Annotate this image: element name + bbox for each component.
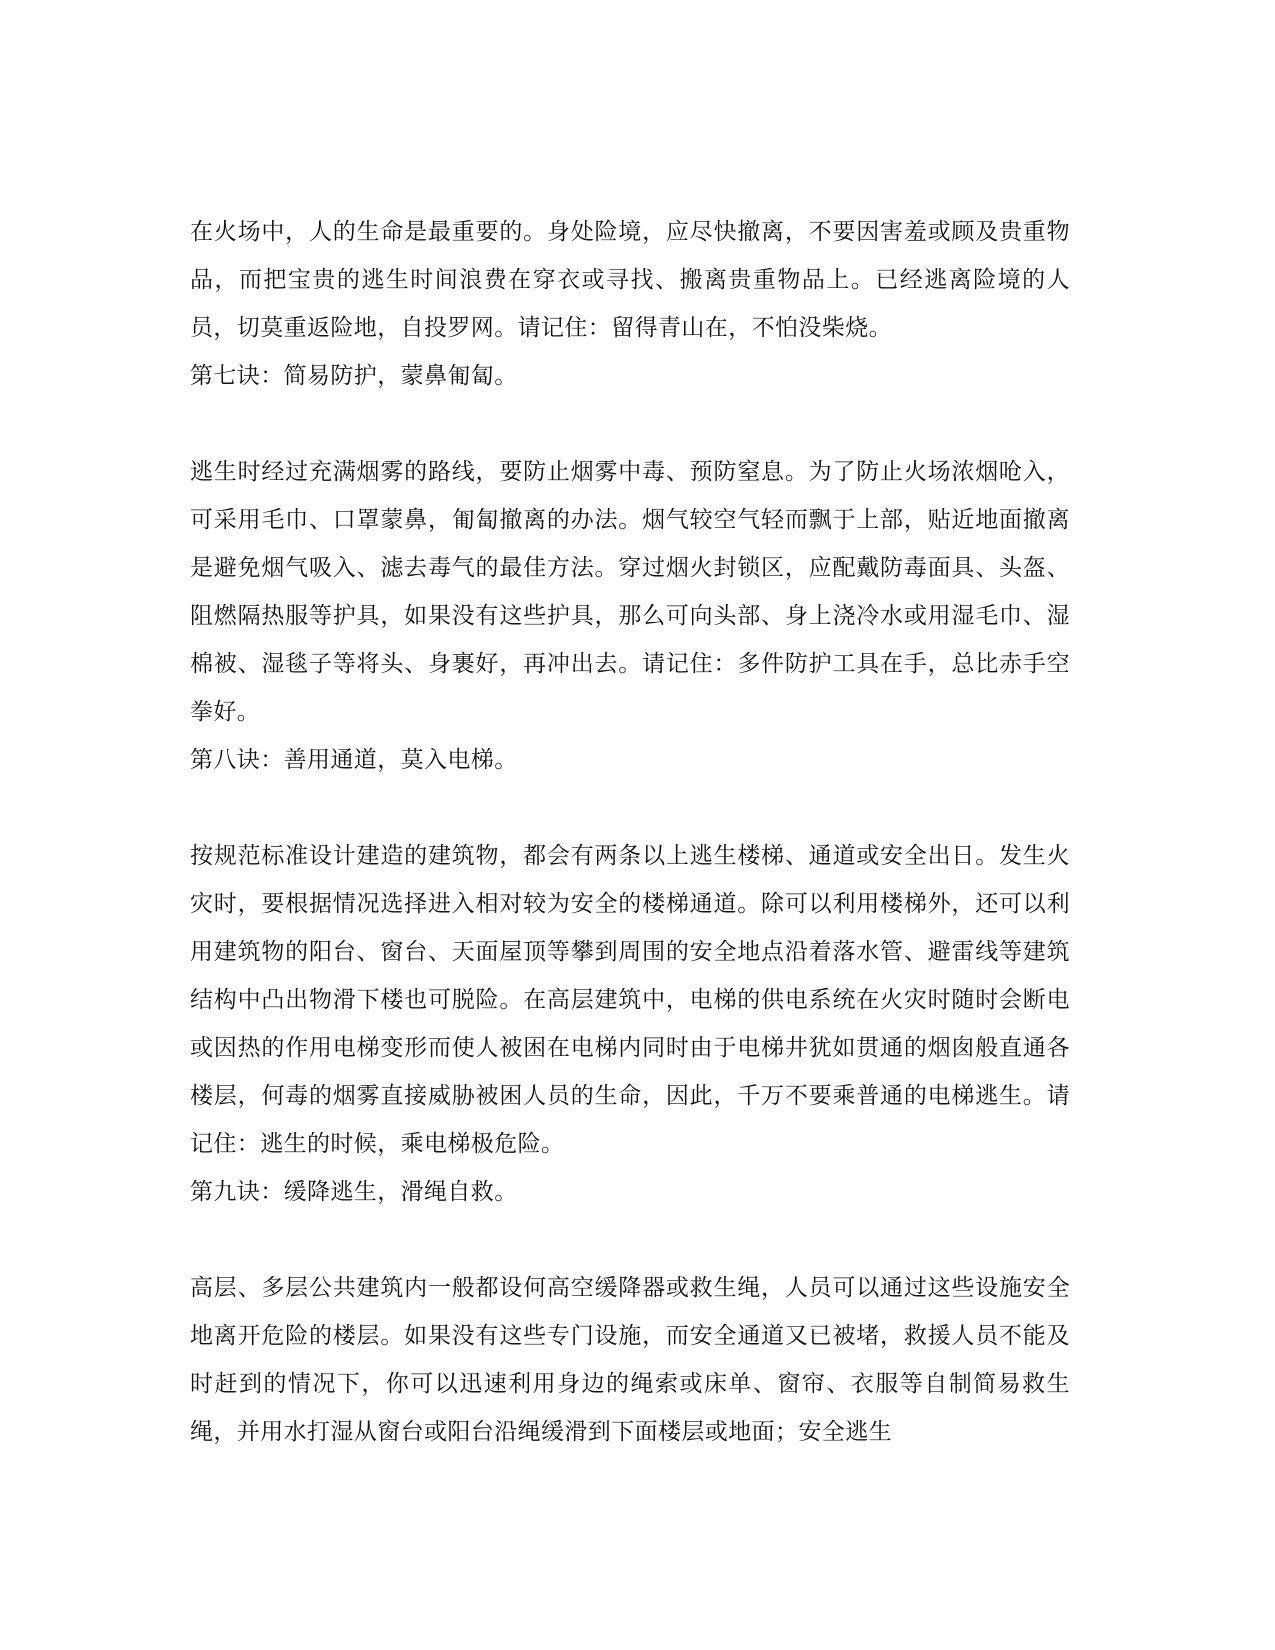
paragraph-rope-descent: 高层、多层公共建筑内一般都设何高空缓降器或救生绳，人员可以通过这些设施安全地离开危险的楼层。如果没有这些专门设施，而安全通道又已被堵，救援人员不能及时赶到的情况下，你可以迅速利用身边的绳索或床单、窗帘、衣服等自制简易救生绳，并用水打湿从窗台或阳台沿绳缓滑到下面楼层或地面；安全逃生 <box>190 1275 1070 1445</box>
paragraph-spacer <box>190 400 1070 448</box>
paragraph-fire-escape-priority: 在火场中，人的生命是最重要的。身处险境，应尽快撤离，不要因害羞或顾及贵重物品，而把宝贵的逃生时间浪费在穿衣或寻找、搬离贵重物品上。已经逃离险境的人员，切莫重返险地，自投罗网。请记住：留得青山在，不怕没柴烧。 <box>190 219 1070 341</box>
heading-rule-9: 第九诀：缓降逃生，滑绳自救。 <box>190 1179 518 1205</box>
heading-rule-8: 第八诀：善用通道，莫入电梯。 <box>190 747 518 773</box>
paragraph-spacer <box>190 784 1070 832</box>
heading-rule-7: 第七诀：简易防护，蒙鼻匍匐。 <box>190 363 518 389</box>
document-body <box>190 208 1070 1456</box>
paragraph-smoke-protection: 逃生时经过充满烟雾的路线，要防止烟雾中毒、预防窒息。为了防止火场浓烟呛入，可采用毛巾、口罩蒙鼻，匍匐撤离的办法。烟气较空气轻而飘于上部，贴近地面撤离是避免烟气吸入、滤去毒气的最佳方法。穿过烟火封锁区，应配戴防毒面具、头盔、阻燃隔热服等护具，如果没有这些护具，那么可向头部、身上浇冷水或用湿毛巾、湿棉被、湿毯子等将头、身裹好，再冲出去。请记住：多件防护工具在手，总比赤手空拳好。 <box>190 459 1070 725</box>
paragraph-stairs-not-elevator: 按规范标准设计建造的建筑物，都会有两条以上逃生楼梯、通道或安全出日。发生火灾时，要根据情况选择进入相对较为安全的楼梯通道。除可以利用楼梯外，还可以利用建筑物的阳台、窗台、天面屋顶等攀到周围的安全地点沿着落水管、避雷线等建筑结构中凸出物滑下楼也可脱险。在高层建筑中，电梯的供电系统在火灾时随时会断电或因热的作用电梯变形而使人被困在电梯内同时由于电梯井犹如贯通的烟囱般直通各楼层，何毒的烟雾直接威胁被困人员的生命，因此，千万不要乘普通的电梯逃生。请记住：逃生的时候，乘电梯极危险。 <box>190 843 1070 1157</box>
paragraph-spacer <box>190 1216 1070 1264</box>
